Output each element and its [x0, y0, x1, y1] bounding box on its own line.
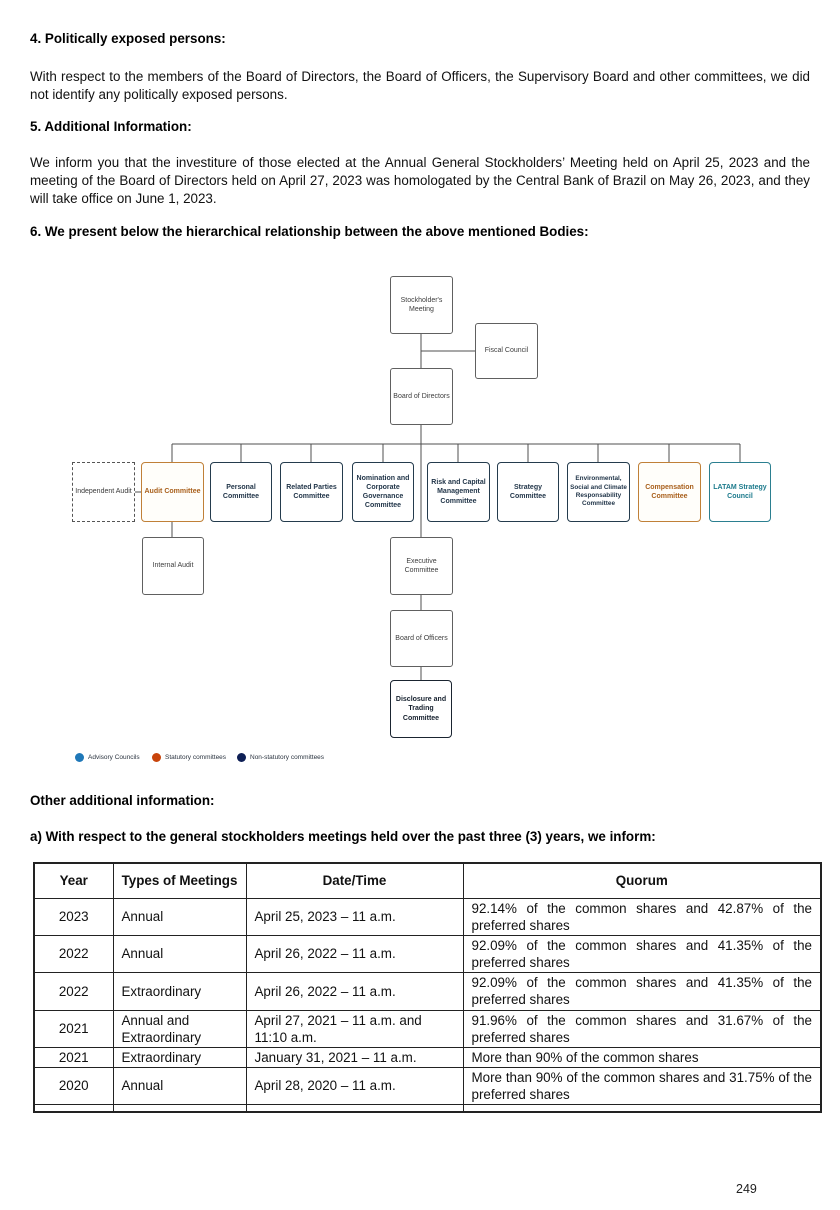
meetings-table [33, 862, 822, 1113]
cell-type: Extraordinary [113, 1047, 246, 1067]
col-header-datetime: Date/Time [246, 863, 463, 898]
table-row [34, 935, 821, 972]
table-row [34, 1067, 821, 1104]
org-node-latam-strategy-council [709, 462, 771, 522]
cell-type: Annual [113, 898, 246, 935]
cell-type: Annual and Extraordinary [113, 1010, 246, 1047]
cell-quorum: More than 90% of the common shares [463, 1047, 821, 1067]
org-node-label: Strategy Committee [509, 483, 547, 500]
cell-year: 2020 [34, 1067, 113, 1104]
cell-empty [463, 1104, 821, 1112]
org-chart [0, 270, 840, 775]
cell-type: Annual [113, 935, 246, 972]
cell-datetime: January 31, 2021 – 11 a.m. [246, 1047, 463, 1067]
org-node-label: Audit Committee [144, 488, 201, 496]
advisory-councils-dot-icon [75, 753, 84, 762]
cell-type: Extraordinary [113, 972, 246, 1010]
org-node-compensation-committee [638, 462, 701, 522]
org-node-stockholders-meeting [390, 276, 453, 334]
col-header-types: Types of Meetings [113, 863, 246, 898]
org-node-label: Board of Officers [395, 634, 448, 642]
other-additional-info-heading: Other additional information: [30, 793, 215, 808]
legend-item-statutory-committees [152, 753, 226, 762]
org-node-label: Personal Committee [222, 483, 260, 500]
org-node-disclosure-trading-committee [390, 680, 452, 738]
org-node-label: Nomination and Corporate Governance Committee [356, 474, 410, 510]
org-node-personal-committee [210, 462, 272, 522]
section-5-paragraph: We inform you that the investiture of those elected at the Annual General Stockholders’ Meeting held on April 25, 2023 and the meeting of the Board of Directors held on April 27, 2023 was homologated by the Central Bank of Brazil on May 26, 2023, and they will take office on June 1, 2023. [30, 155, 810, 206]
org-node-audit-committee [141, 462, 204, 522]
cell-empty [113, 1104, 246, 1112]
legend-item-non-statutory-committees [237, 753, 324, 762]
page-number: 249 [736, 1182, 757, 1196]
cell-type: Annual [113, 1067, 246, 1104]
section-6-heading: 6. We present below the hierarchical relationship between the above mentioned Bodies: [30, 224, 589, 239]
cell-year: 2021 [34, 1047, 113, 1067]
org-node-label: Independent Audit [75, 488, 132, 496]
legend-label: Non-statutory committees [250, 754, 325, 761]
table-row [34, 1047, 821, 1067]
cell-year: 2021 [34, 1010, 113, 1047]
org-node-label: Board of Directors [393, 392, 450, 400]
table-row [34, 898, 821, 935]
org-node-strategy-committee [497, 462, 559, 522]
section-4-heading: 4. Politically exposed persons: [30, 31, 226, 46]
item-a-heading: a) With respect to the general stockholders meetings held over the past three (3) years, we inform: [30, 829, 656, 844]
org-node-label: Related Parties Committee [286, 483, 337, 500]
table-partial-row [34, 1104, 821, 1112]
cell-quorum: 92.09% of the common shares and 41.35% of the preferred shares [463, 972, 821, 1010]
org-node-independent-audit [72, 462, 135, 522]
legend-label: Advisory Councils [88, 754, 140, 761]
cell-quorum: 91.96% of the common shares and 31.67% of the preferred shares [463, 1010, 821, 1047]
legend-label: Statutory committees [165, 754, 227, 761]
cell-datetime: April 25, 2023 – 11 a.m. [246, 898, 463, 935]
org-node-environmental-committee [567, 462, 630, 522]
cell-quorum: 92.09% of the common shares and 41.35% of the preferred shares [463, 935, 821, 972]
cell-year: 2022 [34, 972, 113, 1010]
section-4-paragraph: With respect to the members of the Board of Directors, the Board of Officers, the Supervisory Board and other committees, we did not identify any politically exposed persons. [30, 69, 810, 102]
org-node-nomination-committee [352, 462, 414, 522]
org-node-label: Risk and Capital Management Committee [431, 479, 486, 505]
org-node-board-of-officers [390, 610, 453, 667]
org-node-board-of-directors [390, 368, 453, 425]
org-node-risk-committee [427, 462, 490, 522]
org-node-label: Compensation Committee [645, 483, 694, 500]
org-node-label: Executive Committee [404, 557, 439, 574]
non-statutory-committees-dot-icon [237, 753, 246, 762]
meetings-table-container [33, 862, 820, 1113]
cell-quorum: More than 90% of the common shares and 31.75% of the preferred shares [463, 1067, 821, 1104]
org-node-internal-audit [142, 537, 204, 595]
cell-datetime: April 28, 2020 – 11 a.m. [246, 1067, 463, 1104]
col-header-year: Year [34, 863, 113, 898]
org-node-label: Internal Audit [152, 562, 194, 570]
table-header-row [34, 863, 821, 898]
org-node-related-parties-committee [280, 462, 343, 522]
cell-empty [246, 1104, 463, 1112]
table-row [34, 972, 821, 1010]
org-node-executive-committee [390, 537, 453, 595]
statutory-committees-dot-icon [152, 753, 161, 762]
org-node-label: Environmental, Social and Climate Responsability Committee [570, 475, 627, 508]
cell-year: 2022 [34, 935, 113, 972]
org-node-label: Disclosure and Trading Committee [395, 696, 447, 722]
cell-quorum: 92.14% of the common shares and 42.87% of the preferred shares [463, 898, 821, 935]
org-node-fiscal-council [475, 323, 538, 379]
cell-datetime: April 26, 2022 – 11 a.m. [246, 972, 463, 1010]
cell-datetime: April 27, 2021 – 11 a.m. and 11:10 a.m. [246, 1010, 463, 1047]
cell-datetime: April 26, 2022 – 11 a.m. [246, 935, 463, 972]
org-node-label: Fiscal Council [484, 347, 529, 355]
section-5-heading: 5. Additional Information: [30, 119, 192, 134]
legend-item-advisory-councils [75, 753, 140, 762]
cell-year: 2023 [34, 898, 113, 935]
col-header-quorum: Quorum [463, 863, 821, 898]
org-node-label: LATAM Strategy Council [713, 483, 767, 500]
cell-empty [34, 1104, 113, 1112]
org-node-label: Stockholder's Meeting [400, 296, 443, 313]
table-row [34, 1010, 821, 1047]
